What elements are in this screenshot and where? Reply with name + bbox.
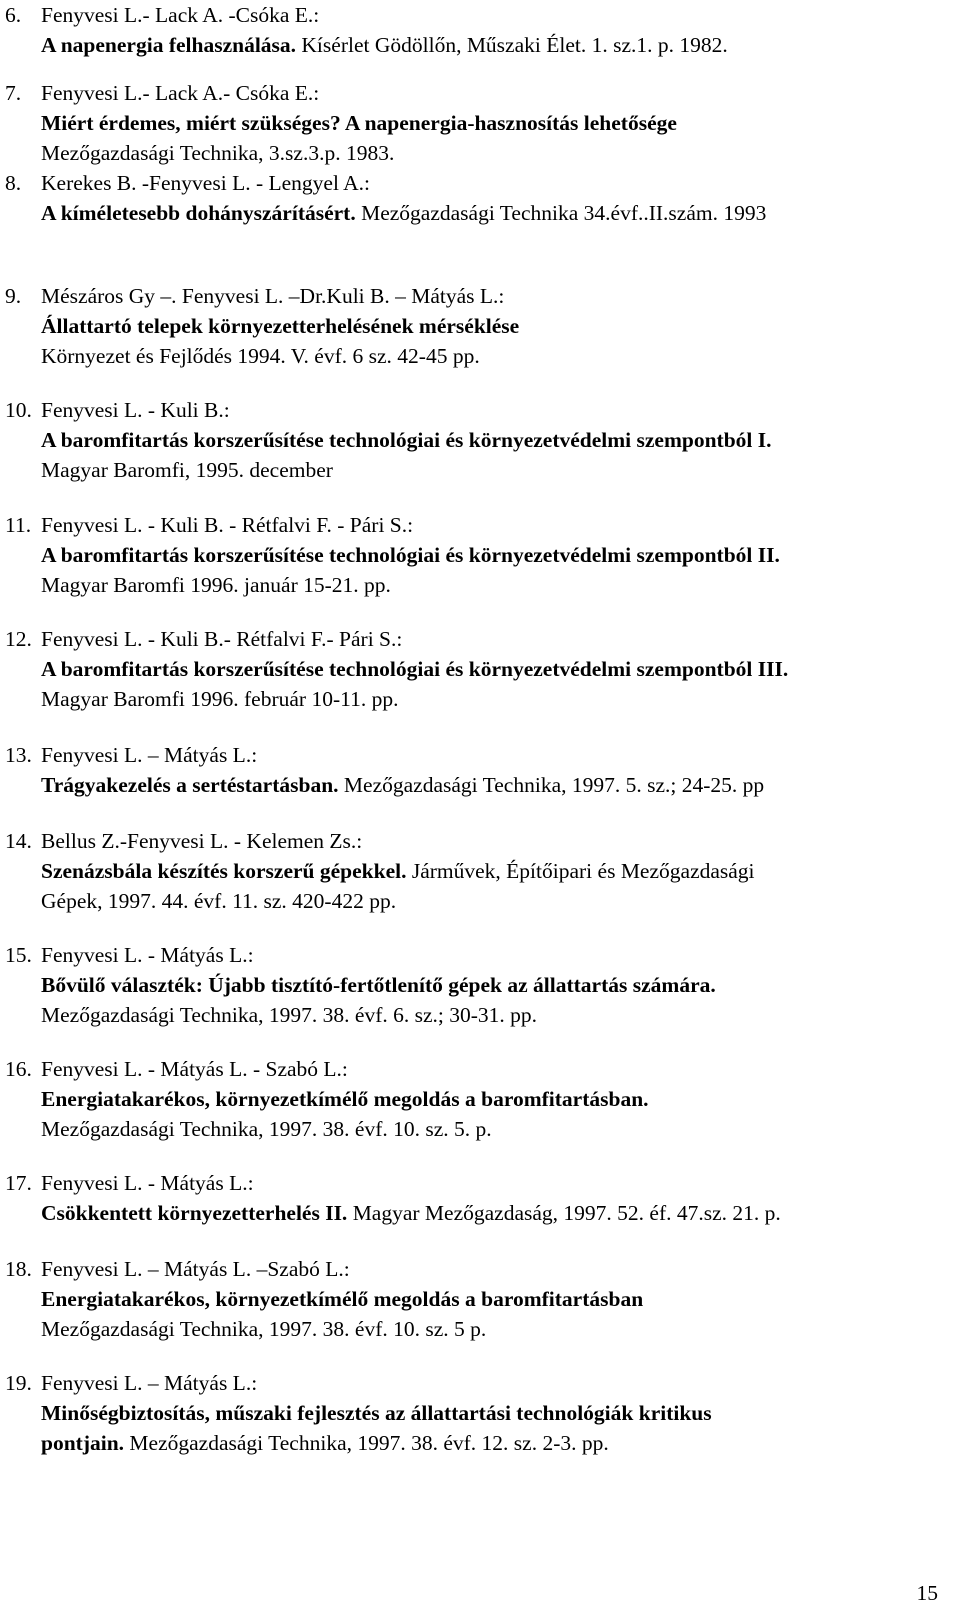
ref-number: 9. [5, 284, 22, 308]
ref-source: Mezőgazdasági Technika, 1997. 5. sz.; 24-25. pp [338, 773, 765, 797]
ref-number: 19. [5, 1371, 32, 1395]
ref-title: A kíméletesebb dohányszárításért. [41, 201, 356, 225]
ref-number: 7. [5, 81, 22, 105]
reference-14 [5, 826, 955, 916]
ref-authors: Fenyvesi L. - Mátyás L.: [41, 1171, 254, 1195]
ref-source: Mezőgazdasági Technika, 1997. 38. évf. 12. sz. 2-3. pp. [124, 1431, 609, 1455]
ref-source: Mezőgazdasági Technika, 3.sz.3.p. 1983. [41, 141, 395, 165]
reference-18 [5, 1254, 955, 1344]
ref-authors: Kerekes B. -Fenyvesi L. - Lengyel A.: [41, 171, 370, 195]
reference-15 [5, 940, 955, 1030]
ref-source: Kísérlet Gödöllőn, Műszaki Élet. 1. sz.1. p. 1982. [296, 33, 728, 57]
ref-authors: Fenyvesi L. - Mátyás L.: [41, 943, 254, 967]
ref-number: 17. [5, 1171, 32, 1195]
ref-number: 15. [5, 943, 32, 967]
ref-number: 12. [5, 627, 32, 651]
ref-title: A baromfitartás korszerűsítése technológiai és környezetvédelmi szempontból I. [41, 428, 772, 452]
page-number: 15 [916, 1581, 938, 1605]
reference-16 [5, 1054, 955, 1144]
ref-title: Minőségbiztosítás, műszaki fejlesztés az állattartási technológiák kritikus [41, 1401, 712, 1425]
reference-17 [5, 1168, 955, 1228]
ref-source: Mezőgazdasági Technika, 1997. 38. évf. 6. sz.; 30-31. pp. [41, 1003, 538, 1027]
reference-9 [5, 281, 955, 371]
ref-authors: Fenyvesi L. - Mátyás L. - Szabó L.: [41, 1057, 348, 1081]
ref-source: Magyar Mezőgazdaság, 1997. 52. éf. 47.sz. 21. p. [347, 1201, 781, 1225]
ref-source: Magyar Baromfi 1996. január 15-21. pp. [41, 573, 391, 597]
ref-authors: Fenyvesi L. – Mátyás L. –Szabó L.: [41, 1257, 350, 1281]
ref-title: Bővülő választék: Újabb tisztító-fertőtlenítő gépek az állattartás számára. [41, 973, 716, 997]
ref-source: Magyar Baromfi, 1995. december [41, 458, 333, 482]
reference-11 [5, 510, 955, 600]
ref-title-cont: pontjain. [41, 1431, 125, 1455]
ref-authors: Bellus Z.-Fenyvesi L. - Kelemen Zs.: [41, 829, 363, 853]
ref-source: Mezőgazdasági Technika, 1997. 38. évf. 10. sz. 5. p. [41, 1117, 492, 1141]
ref-source: Magyar Baromfi 1996. február 10-11. pp. [41, 687, 399, 711]
ref-number: 13. [5, 743, 32, 767]
ref-authors: Fenyvesi L. - Kuli B.: [41, 398, 230, 422]
ref-number: 6. [5, 3, 22, 27]
ref-number: 14. [5, 829, 32, 853]
reference-6 [5, 0, 955, 60]
ref-source: Környezet és Fejlődés 1994. V. évf. 6 sz. 42-45 pp. [41, 344, 480, 368]
ref-title: Állattartó telepek környezetterhelésének mérséklése [41, 314, 520, 338]
ref-number: 8. [5, 171, 22, 195]
ref-title: Energiatakarékos, környezetkímélő megoldás a baromfitartásban [41, 1287, 644, 1311]
ref-authors: Fenyvesi L. – Mátyás L.: [41, 1371, 258, 1395]
reference-19 [5, 1368, 955, 1458]
ref-title: Szenázsbála készítés korszerű gépekkel. [41, 859, 407, 883]
ref-title: Miért érdemes, miért szükséges? A napenergia-hasznosítás lehetősége [41, 111, 677, 135]
ref-source: Járművek, Építőipari és Mezőgazdasági [406, 859, 755, 883]
ref-authors: Fenyvesi L. - Kuli B.- Rétfalvi F.- Pári S.: [41, 627, 403, 651]
reference-10 [5, 395, 955, 485]
ref-title: Csökkentett környezetterhelés II. [41, 1201, 348, 1225]
reference-7 [5, 78, 955, 168]
ref-source: Gépek, 1997. 44. évf. 11. sz. 420-422 pp. [41, 889, 397, 913]
ref-authors: Fenyvesi L. - Kuli B. - Rétfalvi F. - Pári S.: [41, 513, 414, 537]
ref-title: A baromfitartás korszerűsítése technológiai és környezetvédelmi szempontból II. [41, 543, 780, 567]
ref-authors: Fenyvesi L.- Lack A. -Csóka E.: [41, 3, 320, 27]
ref-authors: Mészáros Gy –. Fenyvesi L. –Dr.Kuli B. – Mátyás L.: [41, 284, 505, 308]
ref-number: 10. [5, 398, 32, 422]
ref-number: 16. [5, 1057, 32, 1081]
ref-authors: Fenyvesi L. – Mátyás L.: [41, 743, 258, 767]
ref-title: A baromfitartás korszerűsítése technológiai és környezetvédelmi szempontból III. [41, 657, 789, 681]
ref-authors: Fenyvesi L.- Lack A.- Csóka E.: [41, 81, 320, 105]
ref-title: Energiatakarékos, környezetkímélő megoldás a baromfitartásban. [41, 1087, 649, 1111]
ref-source: Mezőgazdasági Technika 34.évf..II.szám. 1993 [355, 201, 767, 225]
reference-8 [5, 168, 955, 228]
ref-title: A napenergia felhasználása. [41, 33, 297, 57]
ref-title: Trágyakezelés a sertéstartásban. [41, 773, 339, 797]
ref-source: Mezőgazdasági Technika, 1997. 38. évf. 10. sz. 5 p. [41, 1317, 487, 1341]
ref-number: 11. [5, 513, 32, 537]
reference-12 [5, 624, 955, 714]
reference-13 [5, 740, 955, 800]
ref-number: 18. [5, 1257, 32, 1281]
